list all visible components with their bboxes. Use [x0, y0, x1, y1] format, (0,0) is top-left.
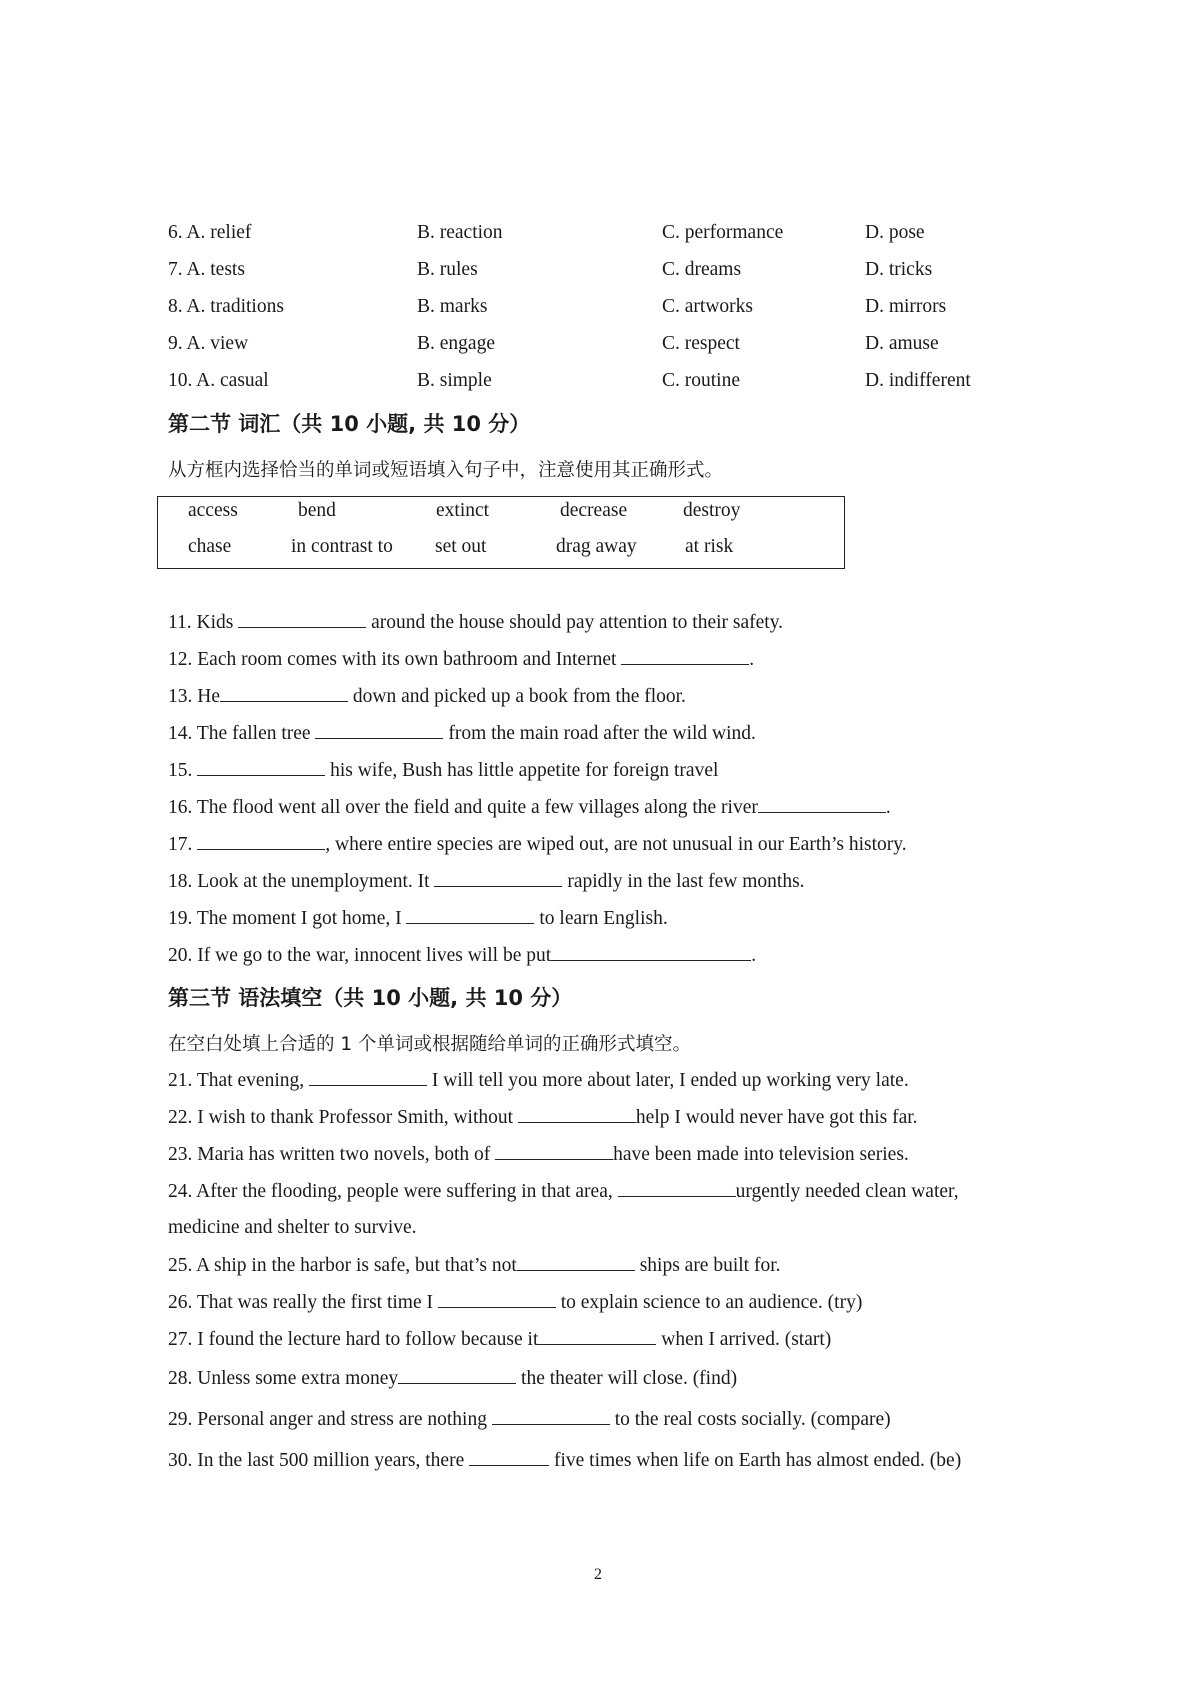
- word-option: access: [188, 500, 238, 521]
- question-16: [168, 796, 891, 819]
- choice-d: D. mirrors: [865, 296, 947, 317]
- question-text: his wife, Bush has little appetite for foreign travel: [325, 760, 719, 781]
- question-text: around the house should pay attention to their safety.: [366, 612, 784, 633]
- choice-a: 7. A. tests: [168, 259, 245, 280]
- question-text: 18. Look at the unemployment. It: [168, 871, 435, 892]
- answer-blank[interactable]: [538, 1328, 656, 1345]
- word-option: drag away: [556, 536, 637, 557]
- choice-b: B. simple: [417, 370, 492, 391]
- answer-blank[interactable]: [434, 870, 562, 887]
- word-option: decrease: [560, 500, 628, 521]
- question-21: [168, 1069, 909, 1092]
- question-text: 20. If we go to the war, innocent lives will be put: [168, 945, 552, 966]
- choice-c: C. dreams: [662, 259, 742, 280]
- answer-blank[interactable]: [495, 1143, 613, 1160]
- choice-c: C. artworks: [662, 296, 753, 317]
- word-option: bend: [298, 500, 336, 521]
- question-text: urgently needed clean water,: [735, 1181, 959, 1202]
- question-text: from the main road after the wild wind.: [443, 723, 756, 744]
- question-text: .: [749, 649, 755, 670]
- choice-b: B. engage: [417, 333, 495, 354]
- question-text: 17.: [168, 834, 198, 855]
- answer-blank[interactable]: [220, 685, 348, 702]
- question-20: [168, 944, 756, 967]
- question-text: 13. He: [168, 686, 220, 707]
- answer-blank[interactable]: [621, 648, 749, 665]
- answer-blank[interactable]: [438, 1291, 556, 1308]
- question-text: 30. In the last 500 million years, there: [168, 1450, 470, 1471]
- question-text: 27. I found the lecture hard to follow because it: [168, 1329, 539, 1350]
- question-text: ships are built for.: [634, 1255, 781, 1276]
- question-text: help I would never have got this far.: [635, 1107, 918, 1128]
- choice-a: 8. A. traditions: [168, 296, 284, 317]
- choice-c: C. routine: [662, 370, 740, 391]
- choice-row-6: [168, 222, 1068, 252]
- word-box: [157, 496, 845, 569]
- question-text: to explain science to an audience. (try): [555, 1292, 863, 1313]
- question-text: have been made into television series.: [613, 1144, 909, 1165]
- question-text: 24. After the flooding, people were suffering in that area,: [168, 1181, 618, 1202]
- question-29: [168, 1408, 891, 1431]
- choice-b: B. rules: [417, 259, 478, 280]
- answer-blank[interactable]: [492, 1408, 610, 1425]
- question-text: medicine and shelter to survive.: [168, 1217, 417, 1238]
- question-text: .: [885, 797, 891, 818]
- word-option: set out: [435, 536, 487, 557]
- word-option: extinct: [436, 500, 490, 521]
- question-text: when I arrived. (start): [656, 1329, 832, 1350]
- answer-blank[interactable]: [758, 796, 886, 813]
- question-text: 26. That was really the first time I: [168, 1292, 438, 1313]
- question-19: [168, 907, 668, 930]
- question-text: 29. Personal anger and stress are nothing: [168, 1409, 492, 1430]
- choice-d: D. amuse: [865, 333, 939, 354]
- answer-blank[interactable]: [551, 944, 751, 961]
- question-18: [168, 870, 805, 893]
- choice-a: 6. A. relief: [168, 222, 252, 243]
- question-text: .: [751, 945, 757, 966]
- answer-blank[interactable]: [398, 1367, 516, 1384]
- choice-row-9: [168, 333, 1068, 363]
- question-text: to the real costs socially. (compare): [609, 1409, 891, 1430]
- question-text: rapidly in the last few months.: [562, 871, 805, 892]
- choice-b: B. reaction: [417, 222, 503, 243]
- question-text: 19. The moment I got home, I: [168, 908, 407, 929]
- section-title-vocabulary: 第二节 词汇（共 10 小题, 共 10 分）: [168, 412, 531, 436]
- question-text: down and picked up a book from the floor.: [348, 686, 686, 707]
- question-14: [168, 722, 756, 745]
- choice-row-7: [168, 259, 1068, 289]
- answer-blank[interactable]: [197, 759, 325, 776]
- question-text: 23. Maria has written two novels, both of: [168, 1144, 496, 1165]
- question-12: [168, 648, 754, 671]
- page-number: 2: [594, 1566, 602, 1583]
- question-text: five times when life on Earth has almost ended. (be): [549, 1450, 962, 1471]
- question-17: [168, 833, 907, 856]
- answer-blank[interactable]: [238, 611, 366, 628]
- question-text: 22. I wish to thank Professor Smith, without: [168, 1107, 518, 1128]
- question-text: 28. Unless some extra money: [168, 1368, 399, 1389]
- answer-blank[interactable]: [517, 1254, 635, 1271]
- answer-blank[interactable]: [406, 907, 534, 924]
- question-text: the theater will close. (find): [516, 1368, 738, 1389]
- question-26: [168, 1291, 862, 1314]
- word-option: chase: [188, 536, 232, 557]
- choice-d: D. tricks: [865, 259, 933, 280]
- answer-blank[interactable]: [315, 722, 443, 739]
- question-11: [168, 611, 783, 634]
- question-25: [168, 1254, 781, 1277]
- question-text: 16. The flood went all over the field and quite a few villages along the river: [168, 797, 758, 818]
- question-text: 14. The fallen tree: [168, 723, 316, 744]
- question-text: , where entire species are wiped out, are not unusual in our Earth’s history.: [325, 834, 907, 855]
- question-15: [168, 759, 718, 782]
- answer-blank[interactable]: [197, 833, 325, 850]
- question-28: [168, 1367, 737, 1390]
- choice-d: D. pose: [865, 222, 925, 243]
- choice-row-10: [168, 370, 1068, 400]
- choice-row-8: [168, 296, 1068, 326]
- question-text: 21. That evening,: [168, 1070, 309, 1091]
- question-22: [168, 1106, 918, 1129]
- section-instruction-vocabulary: 从方框内选择恰当的单词或短语填入句子中，注意使用其正确形式。: [168, 460, 724, 481]
- word-option: in contrast to: [291, 536, 393, 557]
- answer-blank[interactable]: [618, 1180, 736, 1197]
- question-27: [168, 1328, 831, 1351]
- choice-d: D. indifferent: [865, 370, 971, 391]
- question-text: 15.: [168, 760, 198, 781]
- answer-blank[interactable]: [469, 1449, 549, 1466]
- answer-blank[interactable]: [309, 1069, 427, 1086]
- question-text: to learn English.: [534, 908, 668, 929]
- question-text: I will tell you more about later, I ended up working very late.: [427, 1070, 909, 1091]
- question-text: 25. A ship in the harbor is safe, but that’s not: [168, 1255, 517, 1276]
- word-option: destroy: [683, 500, 741, 521]
- choice-c: C. performance: [662, 222, 784, 243]
- choice-a: 9. A. view: [168, 333, 249, 354]
- question-text: 11. Kids: [168, 612, 239, 633]
- choice-c: C. respect: [662, 333, 740, 354]
- question-13: [168, 685, 686, 708]
- section-title-grammar: 第三节 语法填空（共 10 小题, 共 10 分）: [168, 986, 573, 1010]
- word-option: at risk: [685, 536, 734, 557]
- question-23: [168, 1143, 909, 1166]
- question-30: [168, 1449, 961, 1472]
- answer-blank[interactable]: [518, 1106, 636, 1123]
- section-instruction-grammar: 在空白处填上合适的 1 个单词或根据随给单词的正确形式填空。: [168, 1034, 692, 1055]
- choice-a: 10. A. casual: [168, 370, 269, 391]
- question-24: [168, 1180, 959, 1203]
- question-text: 12. Each room comes with its own bathroom and Internet: [168, 649, 622, 670]
- choice-b: B. marks: [417, 296, 488, 317]
- question-24-continued: [168, 1217, 417, 1239]
